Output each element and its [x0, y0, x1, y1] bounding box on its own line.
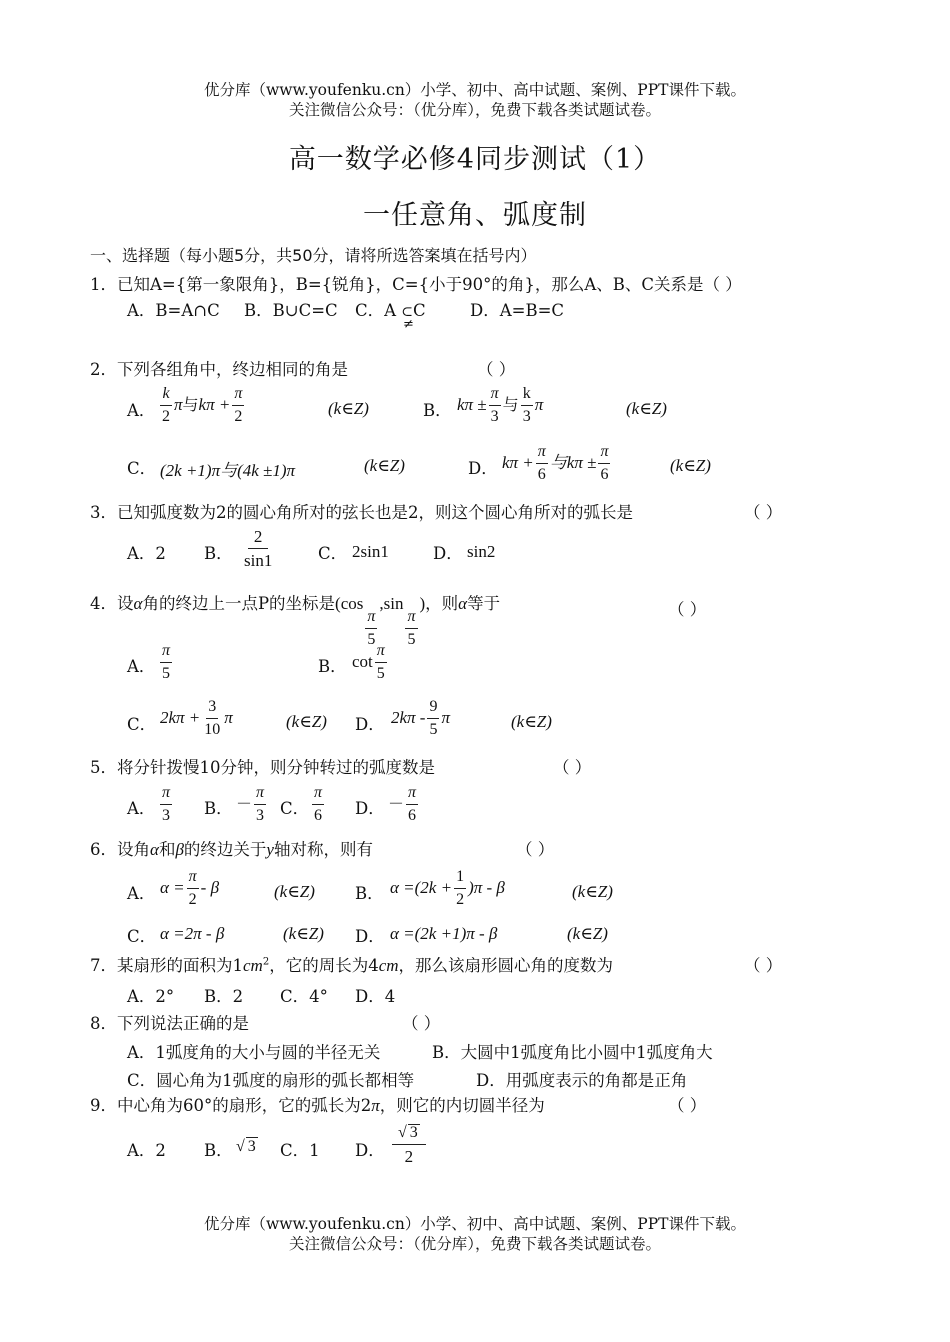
q4-option-d-domain: (k∈Z)	[511, 712, 552, 731]
q2-option-a-domain: (k∈Z)	[328, 399, 369, 418]
q2-option-b-label: B．	[423, 401, 452, 420]
q8-option-b: B．大圆中1弧度角比小圆中1弧度角大	[432, 1043, 713, 1062]
q5-option-d-expr: － $\frac{\pi}{6}$	[388, 784, 417, 824]
q5-option-a-frac: $\frac{\pi}{3}$	[162, 784, 171, 824]
q5-option-c-frac: $\frac{\pi}{6}$	[314, 784, 323, 824]
q9-option-b-sqrt: √ 3	[236, 1138, 256, 1155]
question-2-stem: 2．下列各组角中，终边相同的角是	[90, 360, 348, 379]
q7-option-c: C．4°	[280, 987, 328, 1006]
q7-option-d: D．4	[355, 987, 396, 1006]
q5-option-a-label: A．	[127, 799, 156, 818]
q6-option-b-expr: α =(2k + $\frac{1}{2}$ )π - β	[390, 868, 505, 908]
q9-option-d-label: D．	[355, 1141, 385, 1160]
q4-option-a-label: A．	[127, 657, 156, 676]
q4-option-b-label: B．	[318, 657, 347, 676]
q4-answer-paren: （ ）	[668, 600, 707, 619]
q2-option-a-expr: $\frac{k}{2}$ π与kπ + $\frac{\pi}{2}$	[162, 385, 243, 425]
q3-option-d-label: D．	[433, 544, 463, 563]
q6-option-c-domain: (k∈Z)	[283, 924, 324, 943]
q2-answer-paren: （ ）	[477, 360, 516, 379]
q3-option-c-value: 2sin1	[352, 542, 389, 561]
q3-answer-paren: （ ）	[744, 503, 783, 522]
q8-option-c: C．圆心角为1弧度的扇形的弧长都相等	[127, 1071, 415, 1090]
header-line-1: 优分库（www.youfenku.cn）小学、初中、高中试题、案例、PPT课件下载。	[203, 81, 747, 99]
q2-option-d-expr: kπ + $\frac{\pi}{6}$ 与kπ ± $\frac{\pi}{6}$	[502, 443, 609, 483]
q1-option-d: D．A=B=C	[470, 301, 565, 320]
q8-option-d: D．用弧度表示的角都是正角	[476, 1071, 688, 1090]
q4-option-d-expr: 2kπ - $\frac{9}{5}$ π	[391, 698, 451, 738]
q4-option-b-expr: cot $\frac{\pi}{5}$	[352, 642, 385, 682]
q4-option-c-domain: (k∈Z)	[286, 712, 327, 731]
q2-option-b-expr: kπ ± $\frac{\pi}{3}$ 与 $\frac{k}{3}$ π	[457, 385, 544, 425]
q9-answer-paren: （ ）	[668, 1096, 707, 1115]
q3-option-b-label: B．	[204, 544, 233, 563]
q6-option-d-expr: α =(2k +1)π - β	[390, 924, 498, 943]
q2-option-d-label: D．	[468, 459, 498, 478]
question-7-stem: 7．某扇形的面积为$1cm^2$，它的周长为4cm，那么该扇形圆心角的度数为	[90, 956, 614, 975]
question-8-stem: 8．下列说法正确的是	[90, 1014, 249, 1033]
footer-line-1: 优分库（www.youfenku.cn）小学、初中、高中试题、案例、PPT课件下载。	[203, 1215, 747, 1233]
q2-option-c-label: C．	[127, 459, 157, 478]
q6-option-c-expr: α =2π - β	[160, 924, 225, 943]
page-subtitle: 一任意角、弧度制	[363, 200, 587, 231]
q5-option-d-label: D．	[355, 799, 385, 818]
q1-option-a: A．B=A∩C	[127, 301, 220, 320]
question-4-stem: 4．设α角的终边上一点P的坐标是(cos $\frac{\pi}{5}$ ,sin $\frac{\pi}{5}$ )，则α等于	[90, 594, 501, 648]
q8-answer-paren: （ ）	[402, 1014, 441, 1033]
q3-option-d-value: sin2	[467, 542, 496, 561]
header-line-2: 关注微信公众号：（优分库），免费下载各类试题试卷。	[288, 101, 661, 119]
q1-option-b: B．B∪C=C	[244, 301, 338, 320]
q2-option-c-domain: (k∈Z)	[364, 456, 405, 475]
q5-option-b-expr: － $\frac{\pi}{3}$	[236, 784, 265, 824]
question-5-stem: 5．将分针拨慢10分钟，则分钟转过的弧度数是	[90, 758, 435, 777]
q3-option-b-frac: $\frac{2}{\sin 1}$	[244, 527, 273, 570]
q6-option-d-domain: (k∈Z)	[567, 924, 608, 943]
question-9-stem: 9．中心角为60°的扇形，它的弧长为2π，则它的内切圆半径为	[90, 1096, 545, 1115]
q6-option-a-domain: (k∈Z)	[274, 882, 315, 901]
q6-option-c-label: C．	[127, 927, 157, 946]
question-3-stem: 3．已知弧度数为2的圆心角所对的弦长也是2，则这个圆心角所对的弧长是	[90, 503, 633, 522]
q4-option-a-frac: $\frac{\pi}{5}$	[162, 642, 171, 682]
q1-option-c: C．A ⊂C	[355, 301, 426, 320]
q9-option-d-frac: $\frac{√ 3}{2}$	[390, 1124, 428, 1165]
q6-answer-paren: （ ）	[516, 840, 555, 859]
q9-option-c: C．1	[280, 1141, 320, 1160]
q6-option-b-label: B．	[355, 884, 384, 903]
q7-option-b: B．2	[204, 987, 244, 1006]
section-heading: 一、选择题（每小题5分，共50分，请将所选答案填在括号内）	[90, 246, 537, 265]
q8-option-a: A．1弧度角的大小与圆的半径无关	[127, 1043, 381, 1062]
q3-option-c-label: C．	[318, 544, 348, 563]
q4-option-c-expr: 2kπ + $\frac{3}{10}$ π	[160, 698, 233, 738]
q2-option-d-domain: (k∈Z)	[670, 456, 711, 475]
question-1-stem: 1．已知A={第一象限角}，B={锐角}，C={小于90°的角}，那么A、B、C关系是（ ）	[90, 275, 742, 294]
q5-answer-paren: （ ）	[553, 758, 592, 777]
q5-option-c-label: C．	[280, 799, 310, 818]
q9-option-b-label: B．	[204, 1141, 233, 1160]
q3-option-a: A．2	[127, 544, 166, 563]
q6-option-d-label: D．	[355, 927, 385, 946]
q2-option-b-domain: (k∈Z)	[626, 399, 667, 418]
q6-option-b-domain: (k∈Z)	[572, 882, 613, 901]
q2-option-c-expr: (2k +1)π与(4k ±1)π	[160, 461, 296, 480]
q1-neq-mark: ≠	[403, 317, 414, 332]
q6-option-a-expr: α = $\frac{\pi}{2}$ - β	[160, 868, 220, 908]
q4-option-d-label: D．	[355, 715, 385, 734]
q9-option-a: A．2	[127, 1141, 166, 1160]
q5-option-b-label: B．	[204, 799, 233, 818]
q6-option-a-label: A．	[127, 884, 156, 903]
footer-line-2: 关注微信公众号：（优分库），免费下载各类试题试卷。	[288, 1235, 661, 1253]
q4-option-c-label: C．	[127, 715, 157, 734]
question-6-stem: 6．设角α和β的终边关于y轴对称，则有	[90, 840, 373, 859]
q2-option-a-label: A．	[127, 401, 156, 420]
q7-option-a: A．2°	[127, 987, 175, 1006]
q7-answer-paren: （ ）	[744, 956, 783, 975]
page-title: 高一数学必修4同步测试（1）	[288, 144, 662, 175]
